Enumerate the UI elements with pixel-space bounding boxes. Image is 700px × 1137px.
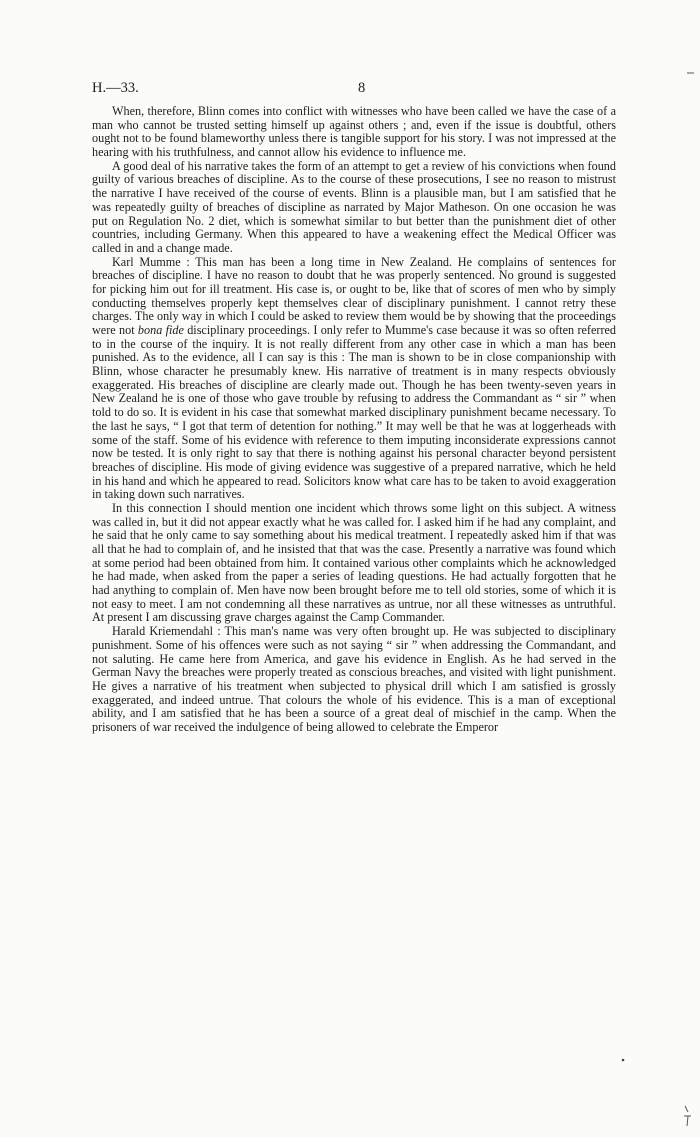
paragraph-harald-kriemendahl: Harald Kriemendahl : This man's name was very often brought up. He was subjected to disciplinary punishment. Some of his offences were such as not saying “ sir ” when addressing the Commandant, and not saluting. He came here from America, and gave his evidence in English. As he had served in the German Navy the breaches were properly treated as conscious breaches, and visited with light punishment. He gives a narrative of his treatment when subjected to physical drill which I am satisfied is grossly exaggerated, and indeed untrue. That colours the whole of his evidence. This is a man of exceptional ability, and I am satisfied that he has been a source of a great deal of mischief in the camp. When the prisoners of war received the indulgence of being allowed to celebrate the Emperor xyxy=(92,624,616,734)
paragraph-blinn-convictions: A good deal of his narrative takes the form of an attempt to get a review of his convictions when found guilty of various breaches of discipline. As to the course of these prosecutions, I see no reason to mistrust the narrative I have received of the course of events. Blinn is a plausible man, but I am satisfied that he was repeatedly guilty of breaches of discipline as narrated by Major Matheson. On one occasion he was put on Regulation No. 2 diet, which is somewhat similar to but better than the punishment diet of other countries, including Germany. When this appeared to have a weakening effect the Medical Officer was called in and a change made. xyxy=(92,158,616,255)
page-number: 8 xyxy=(358,80,366,96)
italic-phrase: bona fide xyxy=(137,323,184,337)
paragraph-text: disciplinary proceedings. I only refer to Mumme's case because it was so often referred to in the course of the inquiry. It is not really different from any other case in which a man has been punished. As to the evidence, all I can say is this : The man is shown to be in close companionship with Blinn, whose character he presumably knew. His narrative of treatment is in many respects obviously exaggerated. His breaches of discipline are clearly made out. Though he has been twenty-seven years in New Zealand he is one of those who gave trouble by refusing to address the Commandant as “ sir ” when told to do so. It is evident in his case that somewhat marked disciplinary punishment became necessary. To the last he says, “ I got that term of detention for nothing.” It may well be that he was at loggerheads with some of the staff. Some of his evidence with reference to them imputing inconsiderate expressions cannot now be tested. It is only right to say that there is nothing against his personal character beyond persistent breaches of discipline. His mode of giving evidence was suggestive of a prepared narrative, which he held in his hand and which he appeared to read. Solicitors know what care has to be taken to avoid exaggeration in taking down such narratives. xyxy=(92,323,617,502)
paragraph-witness-incident: In this connection I should mention one incident which throws some light on this subject. A witness was called in, but it did not appear exactly what he was called for. I asked him if he had any complaint, and he said that he only came to say something about his medical treatment. I repeatedly asked him if that was all that he had to complain of, and he insisted that that was the case. Presently a narrative was found which at some period had been obtained from him. It contained various other complaints which he acknowledged he had made, when asked from the paper a series of leading questions. He had actually forgotten that he had anything to complain of. Men have now been brought before me to tell old stories, some of which it is not easy to meet. I am not condemning all these narratives as untrue, nor all these witnesses as untruthful. At present I am discussing grave charges against the Camp Commander. xyxy=(92,500,616,625)
page-header xyxy=(92,80,616,102)
paragraph-blinn-conflict: When, therefore, Blinn comes into conflict with witnesses who have been called we have the case of a man who cannot be trusted setting himself up against others ; and, even if the issue is doubtful, others ought not to be found blameworthy unless there is tangible support for his story. I was not impressed at the hearing with his truthfulness, and cannot allow his evidence to influence me. xyxy=(92,104,616,160)
paragraph-karl-mumme xyxy=(92,256,616,502)
document-reference: H.—33. xyxy=(92,80,139,96)
paragraph-text: Karl Mumme : This man has been a long time in New Zealand. He complains of sentences for breaches of discipline. I have no reason to doubt that he was properly sentenced. No ground is suggested for picking him out for ill treatment. His case is, or ought to be, like that of scores of men who by simply conducting themselves properly kept themselves clear of disciplinary punishment. I cannot retry these charges. The only way in which I could be asked to review them would be by showing that the proceedings were not xyxy=(92,254,616,337)
scan-mark-top-right xyxy=(686,70,696,76)
body-text xyxy=(92,105,616,735)
scan-mark-bottom-right xyxy=(682,1104,694,1128)
scan-mark-bottom-dot xyxy=(621,1058,625,1062)
